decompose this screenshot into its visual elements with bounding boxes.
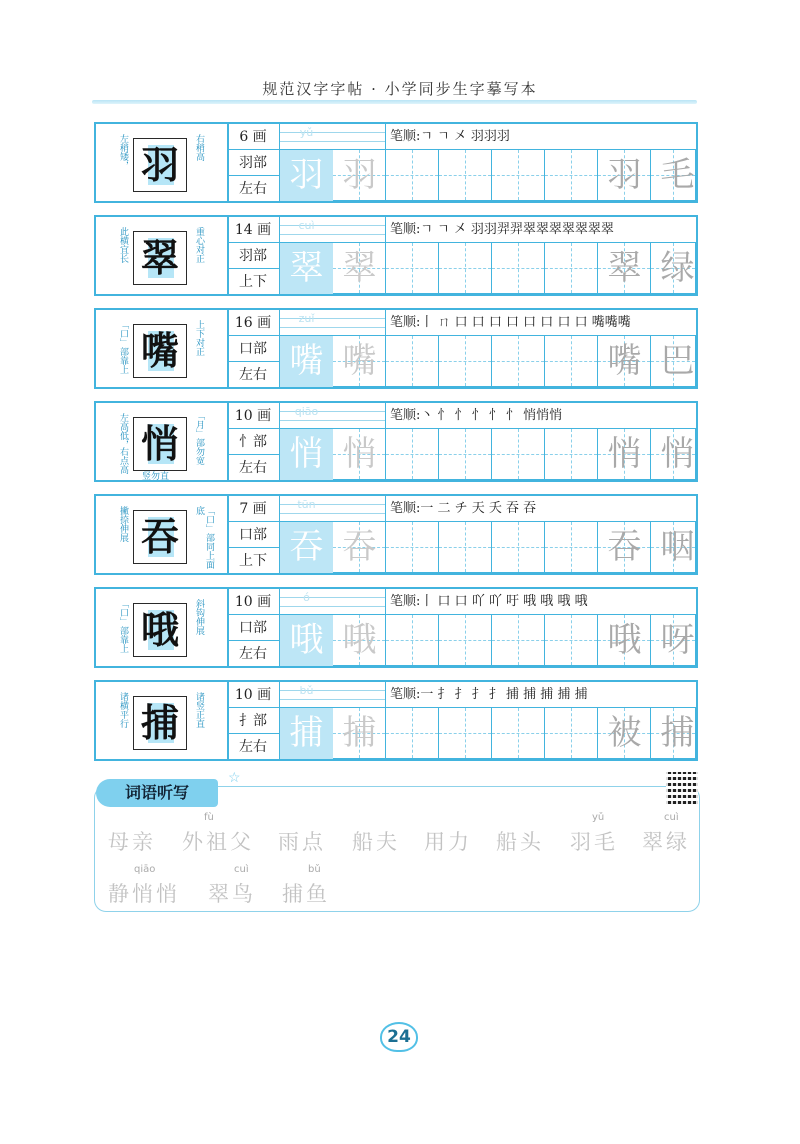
dictation-word: 船头 [496, 830, 544, 854]
word-trace-character: 捕 [660, 713, 695, 753]
stroke-order: 笔顺:ㄱ ㄱ 㐅 羽羽羿羿翠翠翠翠翠翠翠 [386, 217, 696, 243]
word-trace-character: 毛 [660, 155, 695, 195]
writing-tip: 「月」部勿宽 [194, 411, 204, 465]
writing-cell[interactable] [545, 243, 598, 294]
char-strokes: 16 画 [227, 310, 280, 336]
dictation-pinyin: cuì [664, 812, 679, 823]
writing-tip: 此横宜长 [118, 227, 128, 263]
writing-cell[interactable] [386, 615, 439, 666]
word-trace-character: 悄 [607, 434, 642, 474]
model-character-box [133, 603, 187, 657]
writing-cell[interactable] [386, 708, 439, 759]
writing-tip: 竖勿直 [142, 472, 170, 482]
pinyin-text: qiāo [294, 405, 319, 418]
trace-character: 哦 [280, 615, 333, 666]
page-header: 规范汉字字帖 · 小学同步生字摹写本 [262, 80, 538, 98]
writing-cell[interactable] [439, 429, 492, 480]
trace-character: 捕 [280, 708, 333, 759]
model-character: 悄 [140, 421, 179, 466]
trace-character: 悄 [280, 429, 333, 480]
char-radical: 羽部 [227, 243, 280, 269]
char-strokes: 10 画 [227, 589, 280, 615]
word-trace-character: 被 [607, 713, 642, 753]
writing-cell[interactable] [386, 150, 439, 201]
dictation-word: 船夫 [352, 830, 400, 854]
writing-cell[interactable] [439, 150, 492, 201]
char-structure: 左右 [227, 734, 280, 760]
pinyin-row [280, 496, 386, 522]
model-character-cell [96, 682, 229, 759]
writing-cell[interactable] [439, 615, 492, 666]
writing-cell[interactable] [439, 708, 492, 759]
trace-character: 悄 [342, 434, 377, 474]
char-radical: 口部 [227, 615, 280, 641]
writing-cell[interactable] [439, 522, 492, 573]
trace-character: 嘴 [280, 336, 333, 387]
writing-cell[interactable] [439, 336, 492, 387]
writing-cell[interactable] [492, 243, 545, 294]
writing-tip: 左高低， [118, 413, 128, 449]
stroke-order: 笔顺:ㄱ ㄱ 㐅 羽羽羽 [386, 124, 696, 150]
dictation-word: 用力 [424, 830, 472, 854]
word-trace-character: 呀 [660, 620, 695, 660]
stroke-order: 笔顺:丨 口 口 吖 吖 吁 哦 哦 哦 哦 [386, 589, 696, 615]
writing-tip: 重心对正 [194, 227, 204, 263]
pinyin-text: bǔ [299, 684, 314, 697]
writing-cell[interactable] [492, 150, 545, 201]
model-character-cell [96, 496, 229, 573]
dictation-word: 雨点 [278, 830, 326, 854]
char-structure: 左右 [227, 176, 280, 202]
star-icon: ☆ [228, 770, 241, 786]
page-number: 24 [380, 1022, 418, 1052]
writing-tip: 诸竖正直 [194, 692, 204, 728]
model-character-cell [96, 403, 229, 480]
trace-character: 吞 [342, 527, 377, 567]
word-trace-character: 咽 [660, 527, 695, 567]
char-strokes: 10 画 [227, 403, 280, 429]
char-radical: 扌部 [227, 708, 280, 734]
model-character-box [133, 417, 187, 471]
word-trace-character: 哦 [607, 620, 642, 660]
pinyin-row [280, 589, 386, 615]
writing-cell[interactable] [545, 336, 598, 387]
writing-tip: 右稍高 [194, 134, 204, 161]
word-trace-character: 悄 [660, 434, 695, 474]
model-character-cell [96, 217, 229, 294]
char-radical: 羽部 [227, 150, 280, 176]
writing-tip: 右点高 [118, 447, 128, 474]
dictation-title: 词语听写 [96, 779, 218, 807]
writing-tip: 「口」部同上面底 [194, 506, 214, 569]
char-structure: 上下 [227, 548, 280, 574]
practice-block [94, 308, 698, 389]
dictation-pinyin: qiāo [134, 864, 156, 875]
writing-tip: 撇捺伸展 [118, 506, 128, 542]
word-trace-character: 绿 [660, 248, 695, 288]
writing-cell[interactable] [492, 429, 545, 480]
dictation-pinyin: bǔ [308, 864, 321, 875]
dictation-pinyin: fù [204, 812, 214, 823]
model-character: 捕 [140, 700, 179, 745]
trace-character: 嘴 [342, 341, 377, 381]
writing-cell[interactable] [492, 708, 545, 759]
dictation-word: 翠绿 [642, 830, 690, 854]
writing-tip: 斜钩伸展 [194, 599, 204, 635]
practice-block [94, 587, 698, 668]
char-strokes: 10 画 [227, 682, 280, 708]
qr-code-icon[interactable] [666, 772, 698, 804]
model-character: 羽 [140, 142, 179, 187]
writing-tip: 左稍矮， [118, 134, 128, 170]
pinyin-row [280, 682, 386, 708]
writing-cell[interactable] [545, 429, 598, 480]
writing-cell[interactable] [386, 429, 439, 480]
trace-character: 捕 [342, 713, 377, 753]
char-strokes: 14 画 [227, 217, 280, 243]
char-structure: 左右 [227, 455, 280, 481]
word-trace-character: 翠 [607, 248, 642, 288]
char-radical: 口部 [227, 522, 280, 548]
word-trace-character: 吞 [607, 527, 642, 567]
char-structure: 左右 [227, 362, 280, 388]
model-character: 哦 [140, 607, 179, 652]
dictation-word: 外祖父 [182, 830, 254, 854]
writing-cell[interactable] [545, 708, 598, 759]
pinyin-text: cuì [298, 219, 315, 232]
stroke-order: 笔顺:丶 忄 忄 忄 忄 忄 悄悄悄 [386, 403, 696, 429]
trace-character: 羽 [342, 155, 377, 195]
trace-character: 羽 [280, 150, 333, 201]
model-character-box [133, 138, 187, 192]
model-character-box [133, 510, 187, 564]
dictation-pinyin: yǔ [592, 812, 605, 823]
trace-character: 哦 [342, 620, 377, 660]
model-character-cell [96, 124, 229, 201]
stroke-order: 笔顺:丨 ㄇ 口 口 口 口 口 口 口 口 嘴嘴嘴 [386, 310, 696, 336]
pinyin-row [280, 403, 386, 429]
char-strokes: 6 画 [227, 124, 280, 150]
trace-character: 翠 [280, 243, 333, 294]
writing-tip: 「口」部靠上 [118, 320, 128, 374]
dictation-word: 母亲 [108, 830, 156, 854]
char-strokes: 7 画 [227, 496, 280, 522]
pinyin-text: zuǐ [298, 312, 315, 325]
char-radical: 口部 [227, 336, 280, 362]
model-character-box [133, 231, 187, 285]
model-character: 嘴 [140, 328, 179, 373]
model-character-cell [96, 310, 229, 387]
writing-cell[interactable] [492, 615, 545, 666]
stroke-order: 笔顺:一 扌 扌 扌 扌 捕 捕 捕 捕 捕 [386, 682, 696, 708]
dictation-word: 羽毛 [570, 830, 618, 854]
writing-tip: 上下对正 [194, 320, 204, 356]
practice-block [94, 494, 698, 575]
writing-cell[interactable] [492, 336, 545, 387]
word-trace-character: 嘴 [607, 341, 642, 381]
writing-tip: 诸横平行 [118, 692, 128, 728]
model-character-box [133, 696, 187, 750]
word-trace-character: 巴 [660, 341, 695, 381]
practice-block [94, 401, 698, 482]
char-structure: 左右 [227, 641, 280, 667]
writing-cell[interactable] [386, 243, 439, 294]
dictation-word: 翠鸟 [208, 882, 256, 906]
header-divider [92, 100, 697, 104]
practice-block [94, 122, 698, 203]
writing-cell[interactable] [545, 150, 598, 201]
trace-character: 吞 [280, 522, 333, 573]
writing-tip: 「口」部靠上 [118, 599, 128, 653]
model-character-cell [96, 589, 229, 666]
stroke-order: 笔顺:一 二 チ 天 夭 吞 吞 [386, 496, 696, 522]
pinyin-text: tūn [297, 498, 316, 511]
writing-cell[interactable] [545, 615, 598, 666]
model-character: 翠 [140, 235, 179, 280]
practice-block [94, 680, 698, 761]
pinyin-text: yǔ [299, 126, 314, 139]
pinyin-row [280, 124, 386, 150]
writing-cell[interactable] [386, 336, 439, 387]
word-trace-character: 羽 [607, 155, 642, 195]
practice-block [94, 215, 698, 296]
pinyin-row [280, 310, 386, 336]
writing-cell[interactable] [492, 522, 545, 573]
pinyin-row [280, 217, 386, 243]
char-structure: 上下 [227, 269, 280, 295]
writing-cell[interactable] [439, 243, 492, 294]
dictation-word: 静悄悄 [108, 882, 180, 906]
writing-cell[interactable] [545, 522, 598, 573]
dictation-pinyin: cuì [234, 864, 249, 875]
model-character: 吞 [140, 514, 179, 559]
dictation-word: 捕鱼 [282, 882, 330, 906]
model-character-box [133, 324, 187, 378]
trace-character: 翠 [342, 248, 377, 288]
writing-cell[interactable] [386, 522, 439, 573]
pinyin-text: ó [303, 591, 310, 604]
char-radical: 忄部 [227, 429, 280, 455]
